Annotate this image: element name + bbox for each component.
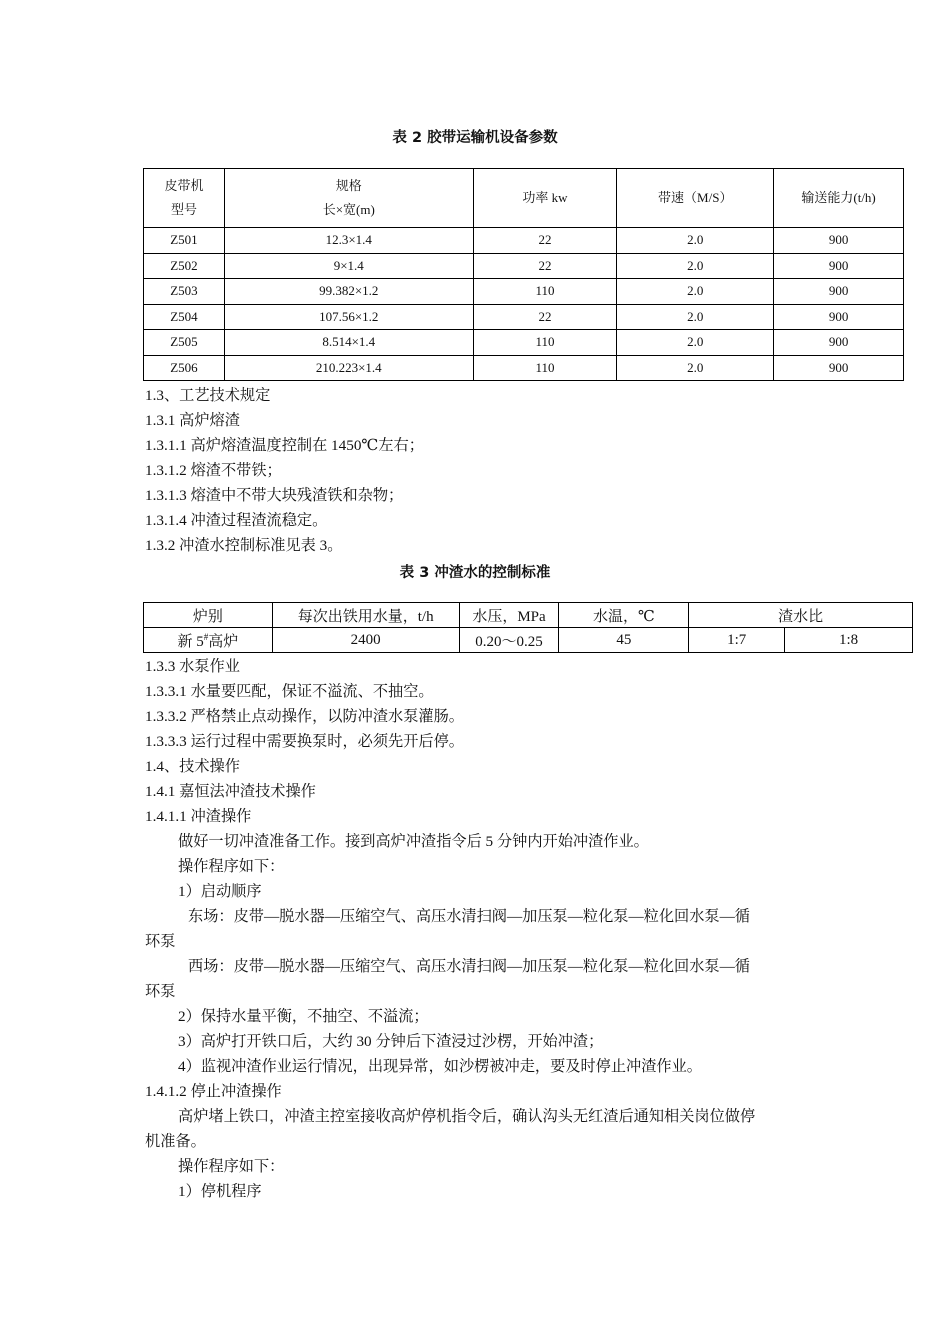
text-line: 1.3.3 水泵作业 [145, 658, 240, 675]
text-line: 1.4、技术操作 [145, 758, 240, 775]
table-cell: 900 [774, 228, 904, 254]
text-line: 1.3.3.2 严格禁止点动操作，以防冲渣水泵灌肠。 [145, 708, 464, 725]
text-line: 4）监视冲渣作业运行情况，出现异常，如沙楞被冲走，要及时停止冲渣作业。 [178, 1058, 702, 1075]
table-cell: 110 [473, 279, 617, 305]
pressure-cell: 0.20～0.25 [459, 628, 559, 653]
text-line: 做好一切冲渣准备工作。接到高炉冲渣指令后 5 分钟内开始冲渣作业。 [178, 833, 649, 850]
table-cell: 2.0 [617, 253, 774, 279]
header-cell [224, 169, 473, 228]
table-row [144, 228, 904, 254]
header-text: 规格 [335, 178, 362, 193]
table-cell: Z505 [144, 330, 225, 356]
table-cell: 8.514×1.4 [224, 330, 473, 356]
table-header-row [144, 169, 904, 228]
header-cell [144, 169, 225, 228]
ratio-cell: 1:8 [785, 628, 913, 653]
table-row [144, 304, 904, 330]
slag-water-table [143, 602, 913, 653]
text-line: 1.4.1.1 冲渣操作 [145, 808, 252, 825]
header-text: 带速（M/S） [658, 190, 733, 205]
text-line: 高炉堵上铁口，冲渣主控室接收高炉停机指令后，确认沟头无红渣后通知相关岗位做停 [178, 1108, 756, 1125]
header-text: 长×宽(m) [322, 202, 375, 217]
table-cell: 210.223×1.4 [224, 355, 473, 381]
text-line: 1.3.1.2 熔渣不带铁； [145, 462, 282, 479]
text-line: 1.3.1.1 高炉熔渣温度控制在 1450℃左右； [145, 437, 424, 454]
text-line: 西场：皮带—脱水器—压缩空气、高压水清扫阀—加压泵—粒化泵—粒化回水泵—循 [188, 958, 750, 975]
table-cell: 22 [473, 228, 617, 254]
table-cell: 2.0 [617, 279, 774, 305]
table-cell: 99.382×1.2 [224, 279, 473, 305]
table-cell: 900 [774, 304, 904, 330]
table-cell: 900 [774, 279, 904, 305]
table-cell: 22 [473, 304, 617, 330]
text-line: 东场：皮带—脱水器—压缩空气、高压水清扫阀—加压泵—粒化泵—粒化回水泵—循 [188, 908, 750, 925]
text-line: 操作程序如下： [178, 858, 285, 875]
table-header-row [144, 603, 913, 628]
belt-conveyor-table [143, 168, 904, 381]
header-cell [617, 169, 774, 228]
table-cell: Z503 [144, 279, 225, 305]
text-line: 3）高炉打开铁口后，大约 30 分钟后下渣浸过沙楞，开始冲渣； [178, 1033, 604, 1050]
table-cell: 2.0 [617, 304, 774, 330]
table3-caption: 表 3 冲渣水的控制标准 [399, 565, 551, 581]
table-row [144, 628, 913, 653]
text-line: 1.3、工艺技术规定 [145, 387, 271, 404]
table-row [144, 355, 904, 381]
furnace-sup: # [203, 631, 209, 642]
table-cell: 110 [473, 355, 617, 381]
header-cell [774, 169, 904, 228]
text-line: 1）启动顺序 [178, 883, 262, 900]
table-cell: Z501 [144, 228, 225, 254]
table-cell: 900 [774, 355, 904, 381]
text-line: 1.3.1 高炉熔渣 [145, 412, 240, 429]
header-cell: 水压，MPa [459, 603, 559, 628]
furnace-cell [144, 628, 273, 653]
header-cell: 炉别 [144, 603, 273, 628]
table-cell: 22 [473, 253, 617, 279]
header-text: 皮带机 [164, 178, 204, 193]
table-cell: 900 [774, 253, 904, 279]
text-line: 1）停机程序 [178, 1183, 262, 1200]
text-line: 机准备。 [145, 1133, 206, 1150]
text-line: 1.3.3.3 运行过程中需要换泵时，必须先开后停。 [145, 733, 464, 750]
table-cell: Z506 [144, 355, 225, 381]
text-line: 环泵 [145, 983, 176, 1000]
table-cell: 107.56×1.2 [224, 304, 473, 330]
furnace-suffix: 高炉 [208, 633, 239, 650]
text-line: 1.3.1.3 熔渣中不带大块残渣铁和杂物； [145, 487, 404, 504]
table-cell: Z502 [144, 253, 225, 279]
table-row [144, 330, 904, 356]
text-line: 环泵 [145, 933, 176, 950]
table-cell: 110 [473, 330, 617, 356]
header-text: 输送能力(t/h) [801, 190, 876, 205]
text-line: 1.3.3.1 水量要匹配，保证不溢流、不抽空。 [145, 683, 434, 700]
text-line: 1.4.1 嘉恒法冲渣技术操作 [145, 783, 316, 800]
header-text: 型号 [170, 202, 197, 217]
ratio-cell: 1:7 [689, 628, 785, 653]
header-cell: 每次出铁用水量，t/h [272, 603, 459, 628]
water-cell: 2400 [272, 628, 459, 653]
table-row [144, 253, 904, 279]
table-row [144, 279, 904, 305]
table2-caption: 表 2 胶带运输机设备参数 [392, 130, 558, 146]
table-cell: Z504 [144, 304, 225, 330]
header-cell: 水温，℃ [559, 603, 689, 628]
table-cell: 2.0 [617, 330, 774, 356]
table-cell: 2.0 [617, 355, 774, 381]
header-text: 功率 kw [522, 190, 568, 205]
text-line: 1.4.1.2 停止冲渣操作 [145, 1083, 282, 1100]
temp-cell: 45 [559, 628, 689, 653]
text-line: 1.3.1.4 冲渣过程渣流稳定。 [145, 512, 328, 529]
text-line: 2）保持水量平衡，不抽空、不溢流； [178, 1008, 429, 1025]
text-line: 操作程序如下： [178, 1158, 285, 1175]
text-line: 1.3.2 冲渣水控制标准见表 3。 [145, 537, 343, 554]
table-cell: 2.0 [617, 228, 774, 254]
furnace-prefix: 新 5 [177, 633, 204, 650]
table-cell: 12.3×1.4 [224, 228, 473, 254]
header-cell [473, 169, 617, 228]
table-cell: 9×1.4 [224, 253, 473, 279]
header-cell: 渣水比 [689, 603, 913, 628]
table-cell: 900 [774, 330, 904, 356]
